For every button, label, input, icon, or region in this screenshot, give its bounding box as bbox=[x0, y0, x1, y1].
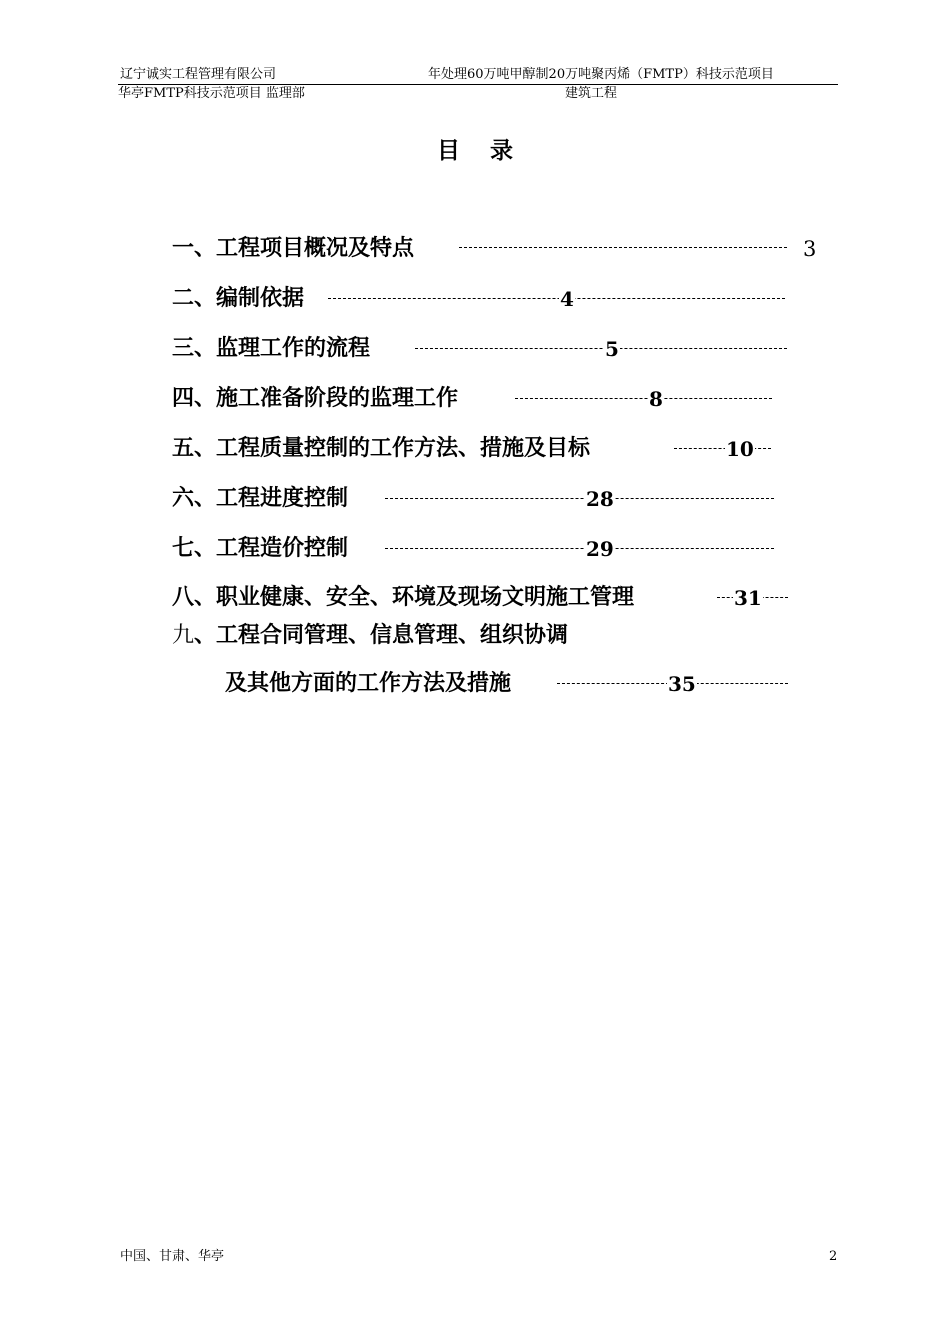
toc-leader bbox=[459, 247, 787, 248]
toc-item-page: 8 bbox=[649, 387, 663, 411]
toc-item-page: 5 bbox=[605, 337, 619, 361]
toc-item-label-line2: 及其他方面的工作方法及措施 bbox=[225, 671, 512, 696]
toc-item-label-prefix: 九 bbox=[172, 623, 195, 648]
toc-leader bbox=[515, 398, 772, 399]
toc-leader bbox=[415, 348, 787, 349]
toc-leader bbox=[674, 448, 771, 449]
toc-item-page: 31 bbox=[734, 586, 762, 610]
header-company: 辽宁诚实工程管理有限公司 bbox=[120, 67, 277, 82]
toc-item-label: 七、工程造价控制 bbox=[172, 536, 349, 561]
toc-item[interactable] bbox=[172, 485, 832, 515]
toc-leader bbox=[328, 298, 785, 299]
toc-item-label: 一、工程项目概况及特点 bbox=[172, 236, 415, 261]
toc-item[interactable] bbox=[172, 435, 832, 465]
toc-item-page: 10 bbox=[726, 437, 754, 461]
toc-item-page: 3 bbox=[803, 237, 817, 261]
header-rule bbox=[118, 84, 838, 85]
page-number: 2 bbox=[829, 1249, 838, 1264]
toc-item-label: 四、施工准备阶段的监理工作 bbox=[172, 386, 459, 411]
toc-item-page: 4 bbox=[560, 287, 574, 311]
toc-item-page: 28 bbox=[586, 487, 614, 511]
footer-location: 中国、甘肃、华亭 bbox=[120, 1249, 225, 1264]
toc-item-label bbox=[172, 622, 568, 650]
header-category: 建筑工程 bbox=[565, 86, 618, 101]
toc-item[interactable] bbox=[172, 535, 832, 565]
toc-item[interactable] bbox=[172, 335, 832, 365]
toc-item[interactable] bbox=[172, 385, 832, 415]
toc-item-label-line1: 、工程合同管理、信息管理、组织协调 bbox=[194, 623, 569, 648]
header-department: 华亭FMTP科技示范项目 监理部 bbox=[118, 86, 305, 101]
toc-item-page: 29 bbox=[586, 537, 614, 561]
toc-item-label: 八、职业健康、安全、环境及现场文明施工管理 bbox=[172, 585, 635, 610]
toc-item-label: 三、监理工作的流程 bbox=[172, 336, 371, 361]
toc-item[interactable] bbox=[172, 584, 832, 614]
toc-leader bbox=[385, 548, 774, 549]
toc-item-label: 二、编制依据 bbox=[172, 286, 305, 311]
toc-item-label: 六、工程进度控制 bbox=[172, 486, 349, 511]
toc-item-label: 五、工程质量控制的工作方法、措施及目标 bbox=[172, 436, 591, 461]
header-project: 年处理60万吨甲醇制20万吨聚丙烯（FMTP）科技示范项目 bbox=[428, 67, 774, 82]
toc-leader bbox=[385, 498, 774, 499]
toc-item[interactable] bbox=[172, 285, 832, 315]
page-title: 目录 bbox=[437, 138, 543, 164]
toc-item[interactable] bbox=[172, 235, 832, 265]
toc-item-page: 35 bbox=[668, 672, 696, 696]
toc-item[interactable] bbox=[172, 622, 832, 702]
